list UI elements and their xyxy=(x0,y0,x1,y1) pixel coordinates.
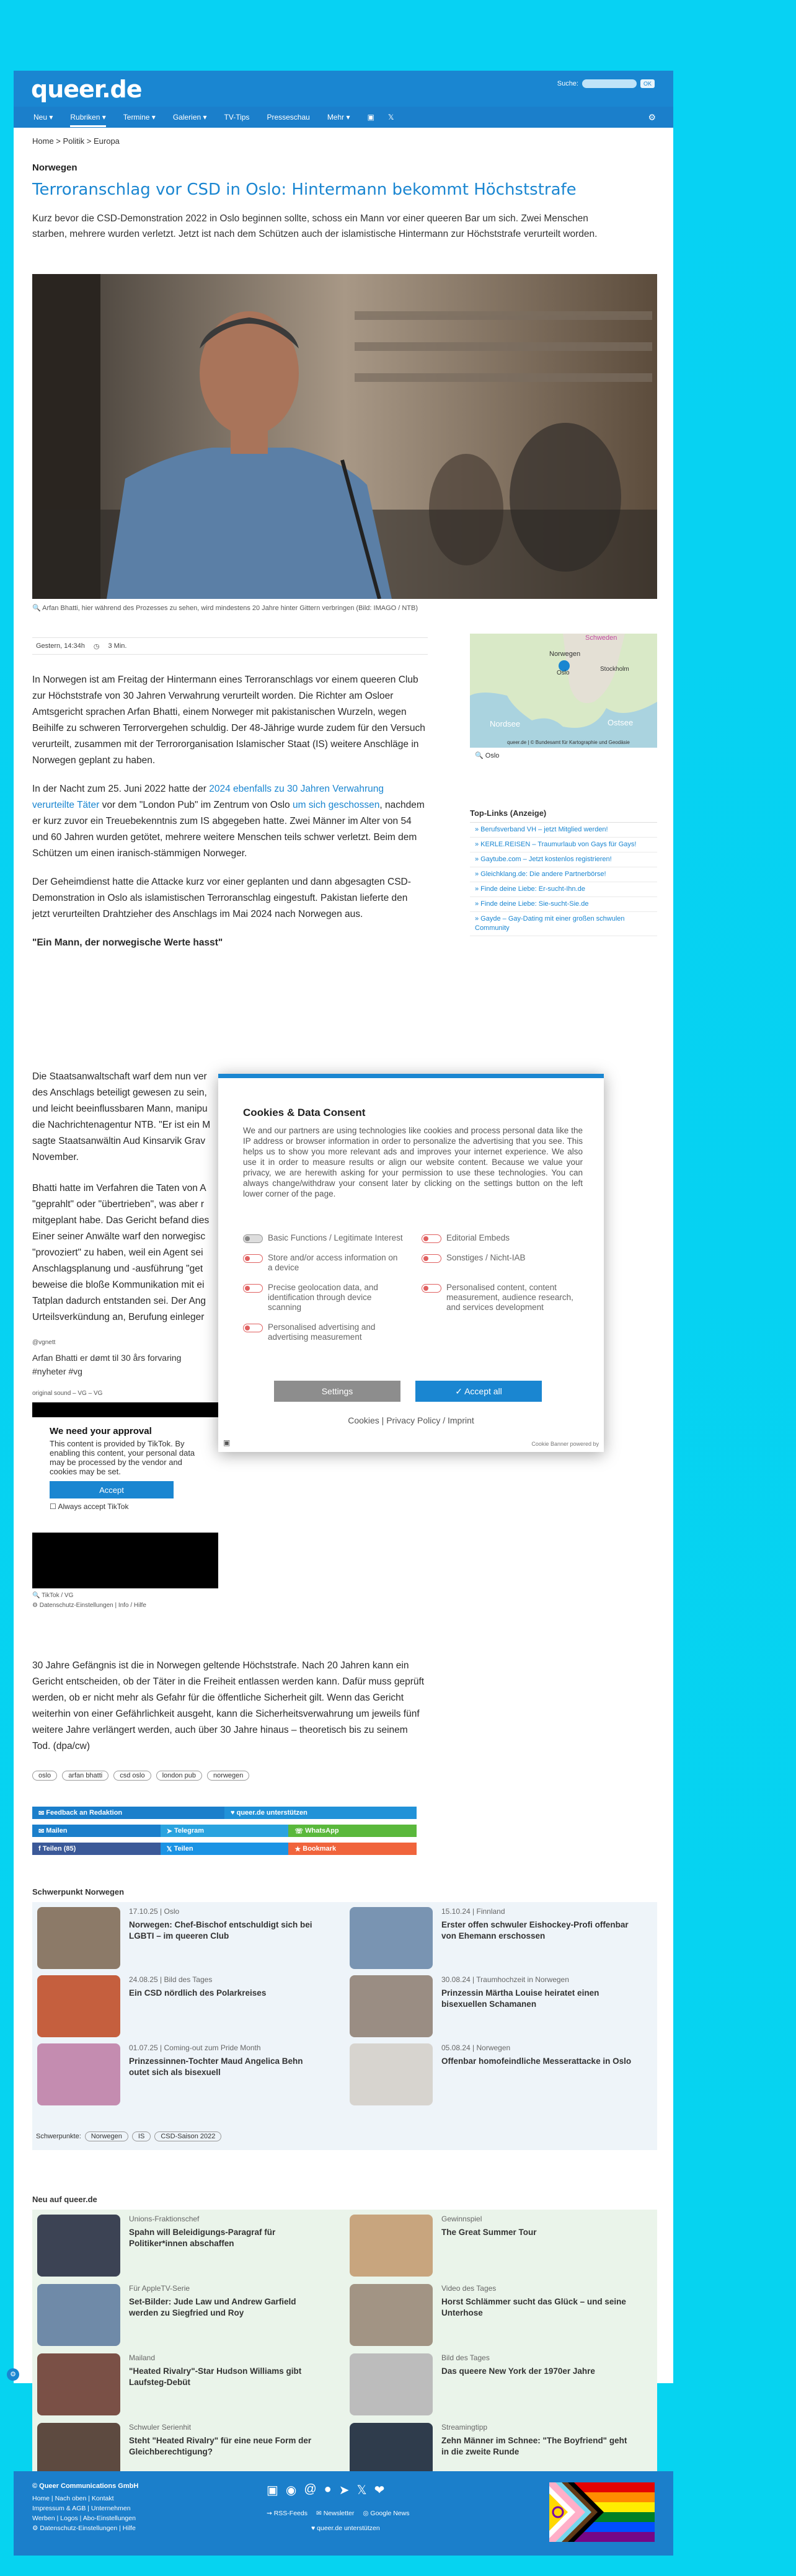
cookie-consent-dialog xyxy=(218,1074,604,1452)
share-bar xyxy=(32,1807,417,1861)
page-container xyxy=(14,71,673,2456)
instagram-icon[interactable]: ◉ xyxy=(285,2484,297,2497)
mastodon-icon[interactable]: ● xyxy=(324,2482,332,2496)
search-area xyxy=(557,79,655,88)
list-item[interactable]: 24.08.25 | Bild des Tages Ein CSD nördlich des Polarkreises xyxy=(32,1970,330,2036)
toplink[interactable]: » KERLE.REISEN – Traumurlaub von Gays für Gays! xyxy=(470,838,657,852)
toggle[interactable] xyxy=(243,1284,263,1293)
thumbnail xyxy=(350,1907,433,1969)
map-graphic xyxy=(470,634,657,748)
list-item[interactable]: Video des Tages Horst Schlämmer sucht das Glück – und seine Unterhose xyxy=(345,2279,642,2345)
thumbnail xyxy=(37,2215,120,2277)
masthead xyxy=(14,71,673,107)
consent-option[interactable]: Precise geolocation data, and identification through device scanning xyxy=(243,1283,404,1312)
site-logo[interactable]: queer.de xyxy=(31,76,142,103)
consent-option[interactable]: Personalised advertising and advertising measurement xyxy=(243,1322,404,1342)
nav-presseschau[interactable]: Presseschau xyxy=(267,113,310,122)
threads-icon[interactable]: @ xyxy=(304,2482,317,2496)
footer-support-link[interactable]: ♥ queer.de unterstützen xyxy=(311,2525,380,2532)
list-item[interactable]: Für AppleTV-Serie Set-Bilder: Jude Law und Andrew Garfield werden zu Siegfried und Roy xyxy=(32,2279,330,2345)
tiktok-credit: 🔍 TikTok / VG xyxy=(32,1592,74,1599)
footer-link-row[interactable]: Impressum & AGB | Unternehmen xyxy=(32,2505,131,2512)
newsletter-link[interactable]: ✉ Newsletter xyxy=(316,2510,355,2517)
consent-option[interactable]: Personalised content, content measurement, audience research, and services development xyxy=(422,1283,583,1312)
thumbnail xyxy=(350,1975,433,2037)
list-item[interactable]: Schwuler Serienhit Steht "Heated Rivalry" für eine neue Form der Gleichberechtigung? xyxy=(32,2418,330,2484)
toggle[interactable] xyxy=(243,1254,263,1263)
map-credit: queer.de | © Bundesamt für Kartographie und Geodäsie xyxy=(507,740,630,745)
thumbnail xyxy=(37,1975,120,2037)
map-place: Stockholm xyxy=(600,666,629,673)
tiktok-privacy-links[interactable]: ⚙ Datenschutz-Einstellungen | Info / Hilfe xyxy=(32,1602,146,1609)
consent-links[interactable]: Cookies | Privacy Policy / Imprint xyxy=(348,1415,474,1425)
share-whatsapp-button[interactable]: ☏ WhatsApp xyxy=(288,1825,417,1837)
thumbnail xyxy=(350,2284,433,2346)
breadcrumb: Home > Politik > Europa xyxy=(32,136,120,146)
paragraph-partial: Bhatti hatte im Verfahren die Taten von A "geprahlt" oder "übertrieben", was aber r mitgeplant habe. Das Gericht befand dies Einer seiner Anwälte warf den norwegisc "provoziert" zu haben, weil ein Agent sei Anschlagsplanung und -ausführung "get beweise die bloße Kommunikation mit ei Tatplan dadurch entstanden sei. Der Ang Urteilsverkündung an, Berufung einleger xyxy=(32,1183,210,1322)
footer-links xyxy=(32,2494,136,2533)
article-link[interactable]: um sich geschossen xyxy=(292,800,380,810)
article-body xyxy=(32,672,428,963)
tiktok-accept-button[interactable]: Accept xyxy=(50,1481,174,1498)
toggle[interactable] xyxy=(422,1254,441,1263)
map-place: Schweden xyxy=(585,634,617,642)
toplink[interactable]: » Berufsverband VH – jetzt Mitglied werden! xyxy=(470,823,657,838)
toplink[interactable]: » Finde deine Liebe: Er-sucht-Ihn.de xyxy=(470,882,657,897)
main-nav xyxy=(14,107,673,128)
consent-option[interactable]: Editorial Embeds xyxy=(422,1233,583,1243)
footer-link-row[interactable]: Werben | Logos | Abo-Einstellungen xyxy=(32,2515,136,2522)
search-label: Suche: xyxy=(557,80,578,87)
consent-option[interactable]: Sonstiges / Nicht-IAB xyxy=(422,1253,583,1273)
consent-option[interactable]: Basic Functions / Legitimate Interest xyxy=(243,1233,404,1243)
thumbnail xyxy=(37,2043,120,2105)
list-item[interactable]: Streamingtipp Zehn Männer im Schnee: "The Boyfriend" geht in die zweite Runde xyxy=(345,2418,642,2484)
facebook-icon[interactable]: ▣ xyxy=(267,2484,278,2497)
telegram-icon[interactable]: ➤ xyxy=(338,2484,350,2497)
map-place: Nordsee xyxy=(490,719,521,728)
toplinks-title: Top-Links (Anzeige) xyxy=(470,808,547,818)
tiktok-consent-card xyxy=(32,1417,218,1533)
footer-link-row[interactable]: ⚙ Datenschutz-Einstellungen | Hilfe xyxy=(32,2525,136,2532)
tiktok-text: This content is provided by TikTok. By enabling this content, your personal data may be processed by the vendor and cookies may be set. xyxy=(50,1439,195,1476)
consent-title: Cookies & Data Consent xyxy=(243,1107,366,1118)
share-facebook-button[interactable]: f Teilen (85) xyxy=(32,1843,161,1855)
facebook-icon[interactable]: ▣ xyxy=(367,113,374,122)
embed-tags[interactable]: #nyheter #vg xyxy=(32,1366,82,1376)
page-title: Terroranschlag vor CSD in Oslo: Hintermann bekommt Höchststrafe xyxy=(32,180,577,199)
tag[interactable]: oslo xyxy=(32,1771,57,1781)
toplink[interactable]: » Finde deine Liebe: Sie-sucht-Sie.de xyxy=(470,897,657,912)
article-lead: Kurz bevor die CSD-Demonstration 2022 in Oslo beginnen sollte, schoss ein Mann vor einer queeren Bar um sich. Zwei Menschen starben, mehrere wurden verletzt. Jetzt ist nach dem Schützen auch der islamistische Hintermann zur Höchststrafe verurteilt worden. xyxy=(32,213,598,239)
article-date: Gestern, 14:34h xyxy=(36,642,85,650)
toplink[interactable]: » Gayde – Gay-Dating mit einer großen schwulen Community xyxy=(470,912,657,936)
tag[interactable]: csd oslo xyxy=(113,1771,151,1781)
schwerpunkt-section xyxy=(32,1887,657,2150)
feedback-button[interactable]: ✉ Feedback an Redaktion xyxy=(32,1807,224,1819)
paragraph: Der Geheimdienst hatte die Attacke kurz vor einer geplanten und dann abgesagten CSD-Demonstration in Oslo als islamistischen Terroranschlag eingestuft. Pakistan lieferte den jetzt verurteilten Drahtzieher des Anschlags im Mai 2024 nach Norwegen aus. xyxy=(32,877,411,919)
thumbnail xyxy=(37,2353,120,2415)
list-item[interactable]: 05.08.24 | Norwegen Offenbar homofeindliche Messerattacke in Oslo xyxy=(345,2038,642,2104)
neu-section xyxy=(32,2195,657,2495)
bluesky-icon[interactable]: ❤ xyxy=(374,2484,385,2497)
toggle[interactable] xyxy=(243,1324,263,1332)
toplinks-list xyxy=(470,822,657,936)
footer-copyright: © Queer Communications GmbH xyxy=(32,2482,139,2490)
schwerpunkte-list: Schwerpunkte: Norwegen IS CSD-Saison 2022 xyxy=(36,2131,221,2141)
embed-sound[interactable]: original sound – VG – VG xyxy=(32,1390,103,1397)
nav-neu[interactable]: Neu ▾ xyxy=(33,113,53,122)
share-mail-button[interactable]: ✉ Mailen xyxy=(32,1825,161,1837)
tiktok-title: We need your approval xyxy=(50,1426,152,1436)
location-map[interactable] xyxy=(470,634,657,748)
paragraph-partial: Die Staatsanwaltschaft warf dem nun ver des Anschlags beteiligt gewesen zu sein, und leicht beeinflussbaren Mann, manipu die Nachrichtenagentur NTB. "Er ist ein M sagte Staatsanwältin Aud Kinsarvik Grav November. xyxy=(32,1071,211,1162)
section-title: Schwerpunkt Norwegen xyxy=(32,1887,125,1897)
section-title: Neu auf queer.de xyxy=(32,2195,97,2204)
hero-image[interactable] xyxy=(32,274,657,599)
consent-text: We and our partners are using technologies like cookies and process personal data like the IP address or browser information in order to personalize the advertising that you see. This helps us to show you more relevant ads and improves your internet experience. We also use it in order to measure results or align our website content. Because we value your privacy, we are herewith asking for your permission to use these technologies. You can always change/withdraw your consent later by clicking on the settings button on the left lower corner of the page. xyxy=(243,1126,583,1198)
share-telegram-button[interactable]: ➤ Telegram xyxy=(161,1825,289,1837)
consent-settings-icon[interactable]: ⚙ xyxy=(7,2368,19,2381)
tag[interactable]: arfan bhatti xyxy=(62,1771,108,1781)
site-footer xyxy=(14,2471,673,2556)
nav-tv-tips[interactable]: TV-Tips xyxy=(224,113,250,122)
map-place: Ostsee xyxy=(608,718,634,727)
list-item[interactable]: Gewinnspiel The Great Summer Tour xyxy=(345,2210,642,2275)
tag[interactable]: CSD-Saison 2022 xyxy=(154,2131,221,2141)
thumbnail xyxy=(37,2284,120,2346)
tag[interactable]: london pub xyxy=(156,1771,202,1781)
settings-icon[interactable]: ⚙ xyxy=(648,112,656,122)
consent-powered-by: Cookie Banner powered by xyxy=(531,1441,599,1447)
toplink[interactable]: » Gaytube.com – Jetzt kostenlos registrieren! xyxy=(470,852,657,867)
checkbox[interactable]: ☐ xyxy=(50,1502,56,1511)
tag[interactable]: IS xyxy=(132,2131,151,2141)
map-caption: 🔍 Oslo xyxy=(475,752,500,759)
search-input[interactable] xyxy=(582,79,637,88)
tag[interactable]: norwegen xyxy=(207,1771,249,1781)
hero-photo xyxy=(32,274,657,599)
consent-options xyxy=(243,1233,583,1342)
bookmark-button[interactable]: ★ Bookmark xyxy=(288,1843,417,1855)
nav-termine[interactable]: Termine ▾ xyxy=(123,113,156,122)
tiktok-always-accept[interactable]: ☐ Always accept TikTok xyxy=(50,1502,129,1511)
nav-galerien[interactable]: Galerien ▾ xyxy=(172,113,207,122)
subheading: "Ein Mann, der norwegische Werte hasst" xyxy=(32,937,223,948)
map-place: Norwegen xyxy=(549,650,581,658)
toplink[interactable]: » Gleichklang.de: Die andere Partnerbörse! xyxy=(470,867,657,882)
toggle[interactable] xyxy=(422,1234,441,1243)
image-caption: 🔍 Arfan Bhatti, hier während des Prozesses zu sehen, wird mindestens 20 Jahre hinter Gittern verbringen (Bild: IMAGO / NTB) xyxy=(32,604,418,612)
consent-settings-button[interactable]: Settings xyxy=(274,1381,400,1402)
nav-rubriken[interactable]: Rubriken ▾ xyxy=(70,113,106,122)
thumbnail xyxy=(350,2043,433,2105)
thumbnail xyxy=(350,2215,433,2277)
rss-link[interactable]: ⇝ RSS-Feeds xyxy=(267,2510,307,2517)
list-item[interactable]: Mailand "Heated Rivalry"-Star Hudson Williams gibt Laufsteg-Debüt xyxy=(32,2348,330,2414)
search-button[interactable]: OK xyxy=(640,79,655,88)
paragraph: In Norwegen ist am Freitag der Hintermann eines Terroranschlags vor einem queeren Club zur Höchststrafe von 30 Jahren Verwahrung verurteilt worden. Die Richter am Osloer Amtsgericht sprachen Arfan Bhatti, einem Norweger mit pakistanischen Wurzeln, wegen Beihilfe zu schweren Terrorvergehen schuldig. Der 48-Jährige wurde zudem für den Versuch verurteilt, zusammen mit der Terrororganisation Islamischer Staat (IS) weitere Anschläge in Norwegen geplant zu haben. xyxy=(32,675,425,766)
embed-handle[interactable]: @vgnett xyxy=(32,1339,56,1346)
nav-mehr[interactable]: Mehr ▾ xyxy=(327,113,350,122)
tag[interactable]: Norwegen xyxy=(85,2131,128,2141)
list-item[interactable]: 17.10.25 | Oslo Norwegen: Chef-Bischof entschuldigt sich bei LGBTI – im queeren Club xyxy=(32,1902,330,1968)
consent-option[interactable]: Store and/or access information on a device xyxy=(243,1253,404,1273)
article-final-paragraph: 30 Jahre Gefängnis ist die in Norwegen geltende Höchststrafe. Nach 20 Jahren kann ein Gericht entscheiden, ob der Täter in die Freiheit entlassen werden kann. Dafür muss geprüft werden, ob er nicht mehr als Gefahr für die öffentliche Sicherheit gilt. Wenn das Gericht weiterhin von einer Gefährlichkeit ausgeht, kann die Sicherheitsverwahrung um jeweils fünf weitere Jahre verlängert werden, auch über 30 Jahre hinaus – theoretisch bis zu seinem Tod. (dpa/cw) xyxy=(32,1660,425,1751)
footer-link-row[interactable]: Home | Nach oben | Kontakt xyxy=(32,2495,114,2502)
toggle[interactable] xyxy=(422,1284,441,1293)
list-item[interactable]: 30.08.24 | Traumhochzeit in Norwegen Prinzessin Märtha Louise heiratet einen bisexuellen Schamanen xyxy=(345,1970,642,2036)
embed-text: Arfan Bhatti er dømt til 30 års forvaring xyxy=(32,1353,182,1363)
tag-list xyxy=(32,1771,249,1781)
progress-pride-flag xyxy=(549,2482,655,2542)
clock-icon: ◷ xyxy=(93,642,100,650)
list-item[interactable]: Unions-Fraktionschef Spahn will Beleidigungs-Paragraf für Politiker*innen abschaffen xyxy=(32,2210,330,2275)
list-item[interactable]: Bild des Tages Das queere New York der 1970er Jahre xyxy=(345,2348,642,2414)
x-icon[interactable]: 𝕏 xyxy=(387,113,394,122)
article-kicker: Norwegen xyxy=(32,162,77,173)
thumbnail xyxy=(37,1907,120,1969)
toggle[interactable] xyxy=(243,1234,263,1243)
list-item[interactable]: 15.10.24 | Finnland Erster offen schwuler Eishockey-Profi offenbar von Ehemann erschossen xyxy=(345,1902,642,1968)
article-link[interactable]: 2024 ebenfalls zu 30 Jahren Verwahrung verurteilte Täter xyxy=(32,784,384,810)
read-time: 3 Min. xyxy=(108,642,127,650)
consent-accept-button[interactable]: ✓ Accept all xyxy=(415,1381,542,1402)
google-news-link[interactable]: ◎ Google News xyxy=(363,2510,410,2517)
support-button[interactable]: ♥ queer.de unterstützen xyxy=(224,1807,417,1819)
fingerprint-icon[interactable]: ▣ xyxy=(223,1438,231,1447)
thumbnail xyxy=(350,2353,433,2415)
paragraph: In der Nacht zum 25. Juni 2022 hatte der 2024 ebenfalls zu 30 Jahren Verwahrung verurteilte Täter vor dem "London Pub" im Zentrum von Oslo um sich geschossen, nachdem er kurz zuvor ein Treuebekenntnis zum IS abgegeben hatte. Zwei Männer im Alter von 54 und 60 Jahren wurden getötet, mehrere weitere Menschen teils schwer verletzt. Beim dem Schützen um einen iranisch-stämmigen Norweger. xyxy=(32,784,425,859)
article-meta xyxy=(32,637,428,655)
list-item[interactable]: 01.07.25 | Coming-out zum Pride Month Prinzessinnen-Tochter Maud Angelica Behn outet sich als bisexuell xyxy=(32,2038,330,2104)
share-x-button[interactable]: 𝕏 Teilen xyxy=(161,1843,289,1855)
footer-feeds xyxy=(267,2510,409,2517)
map-place: Oslo xyxy=(557,670,570,676)
social-links xyxy=(267,2482,384,2498)
x-icon[interactable]: 𝕏 xyxy=(356,2484,367,2497)
